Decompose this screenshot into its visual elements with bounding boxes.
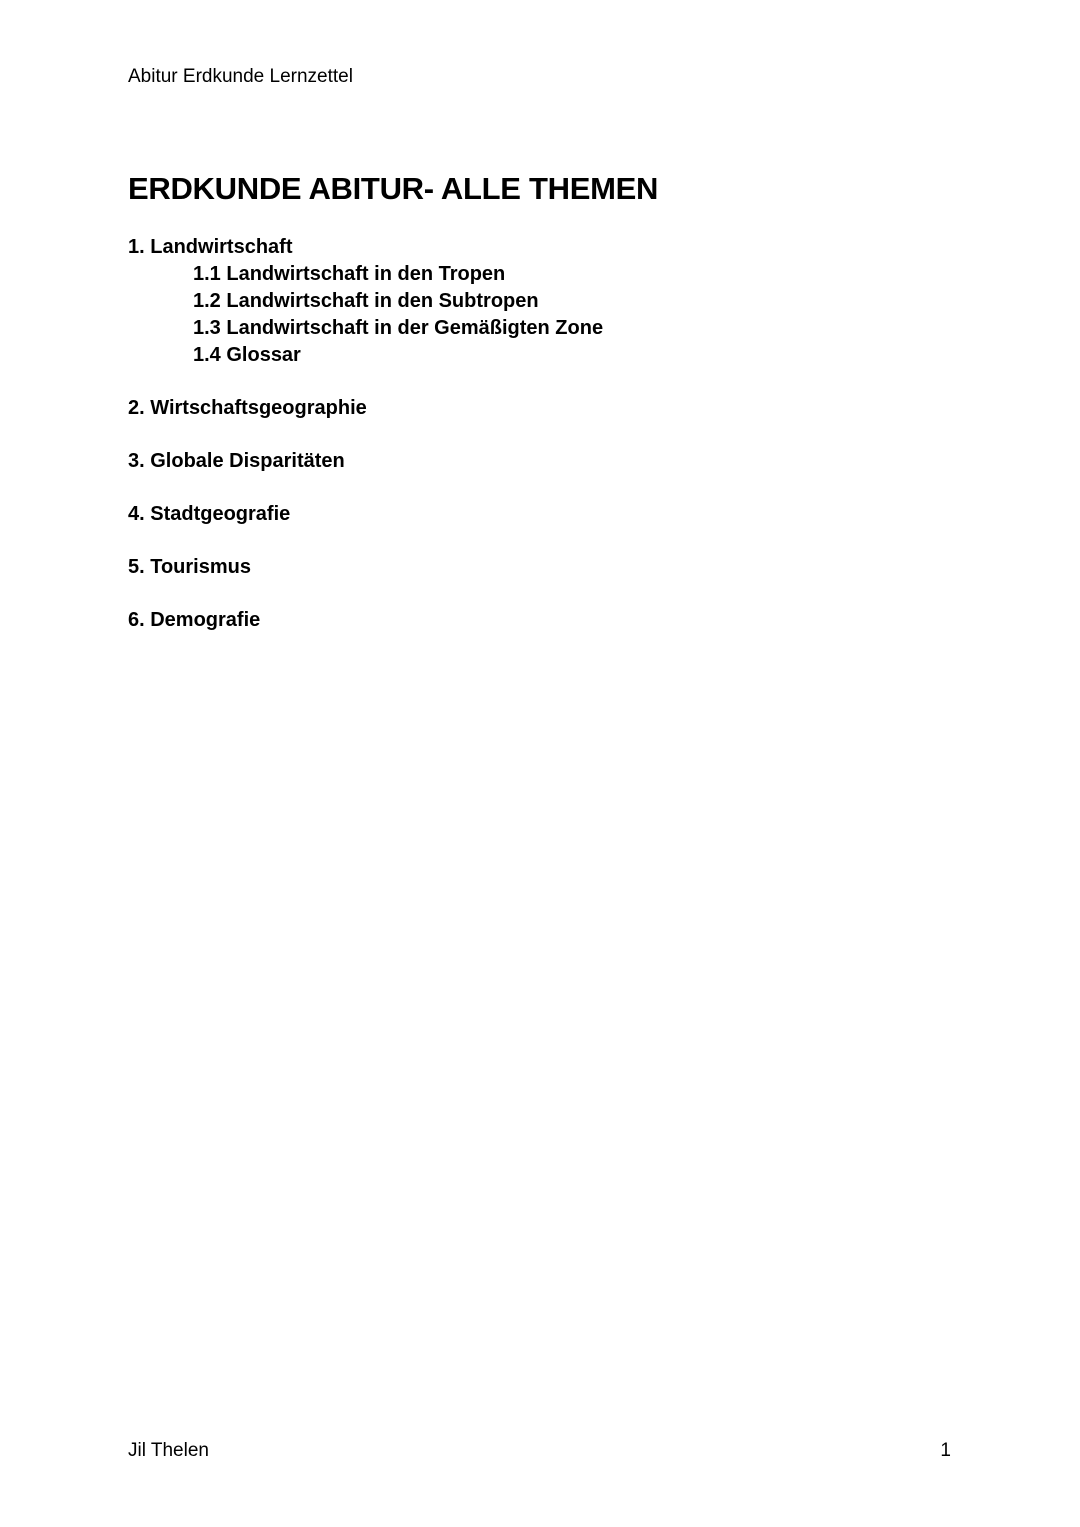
page-number: 1 <box>940 1440 951 1461</box>
toc-item-globale-disparitaeten: 3. Globale Disparitäten <box>128 450 345 472</box>
page-title: ERDKUNDE ABITUR- ALLE THEMEN <box>128 171 659 206</box>
toc-item-landwirtschaft: 1. Landwirtschaft <box>128 236 293 258</box>
toc-item-tourismus: 5. Tourismus <box>128 556 251 578</box>
toc-subitem-tropen: 1.1 Landwirtschaft in den Tropen <box>193 263 506 285</box>
toc-item-wirtschaftsgeographie: 2. Wirtschaftsgeographie <box>128 397 367 419</box>
table-of-contents <box>128 234 948 634</box>
toc-subitems-landwirtschaft <box>128 261 948 369</box>
page-header: Abitur Erdkunde Lernzettel <box>128 66 353 87</box>
toc-item-stadtgeografie: 4. Stadtgeografie <box>128 503 291 525</box>
toc-subitem-gemaessigte-zone: 1.3 Landwirtschaft in der Gemäßigten Zone <box>193 317 604 339</box>
toc-subitem-subtropen: 1.2 Landwirtschaft in den Subtropen <box>193 290 539 312</box>
toc-item-demografie: 6. Demografie <box>128 609 261 631</box>
toc-subitem-glossar: 1.4 Glossar <box>193 344 301 366</box>
footer-author: Jil Thelen <box>128 1440 209 1461</box>
